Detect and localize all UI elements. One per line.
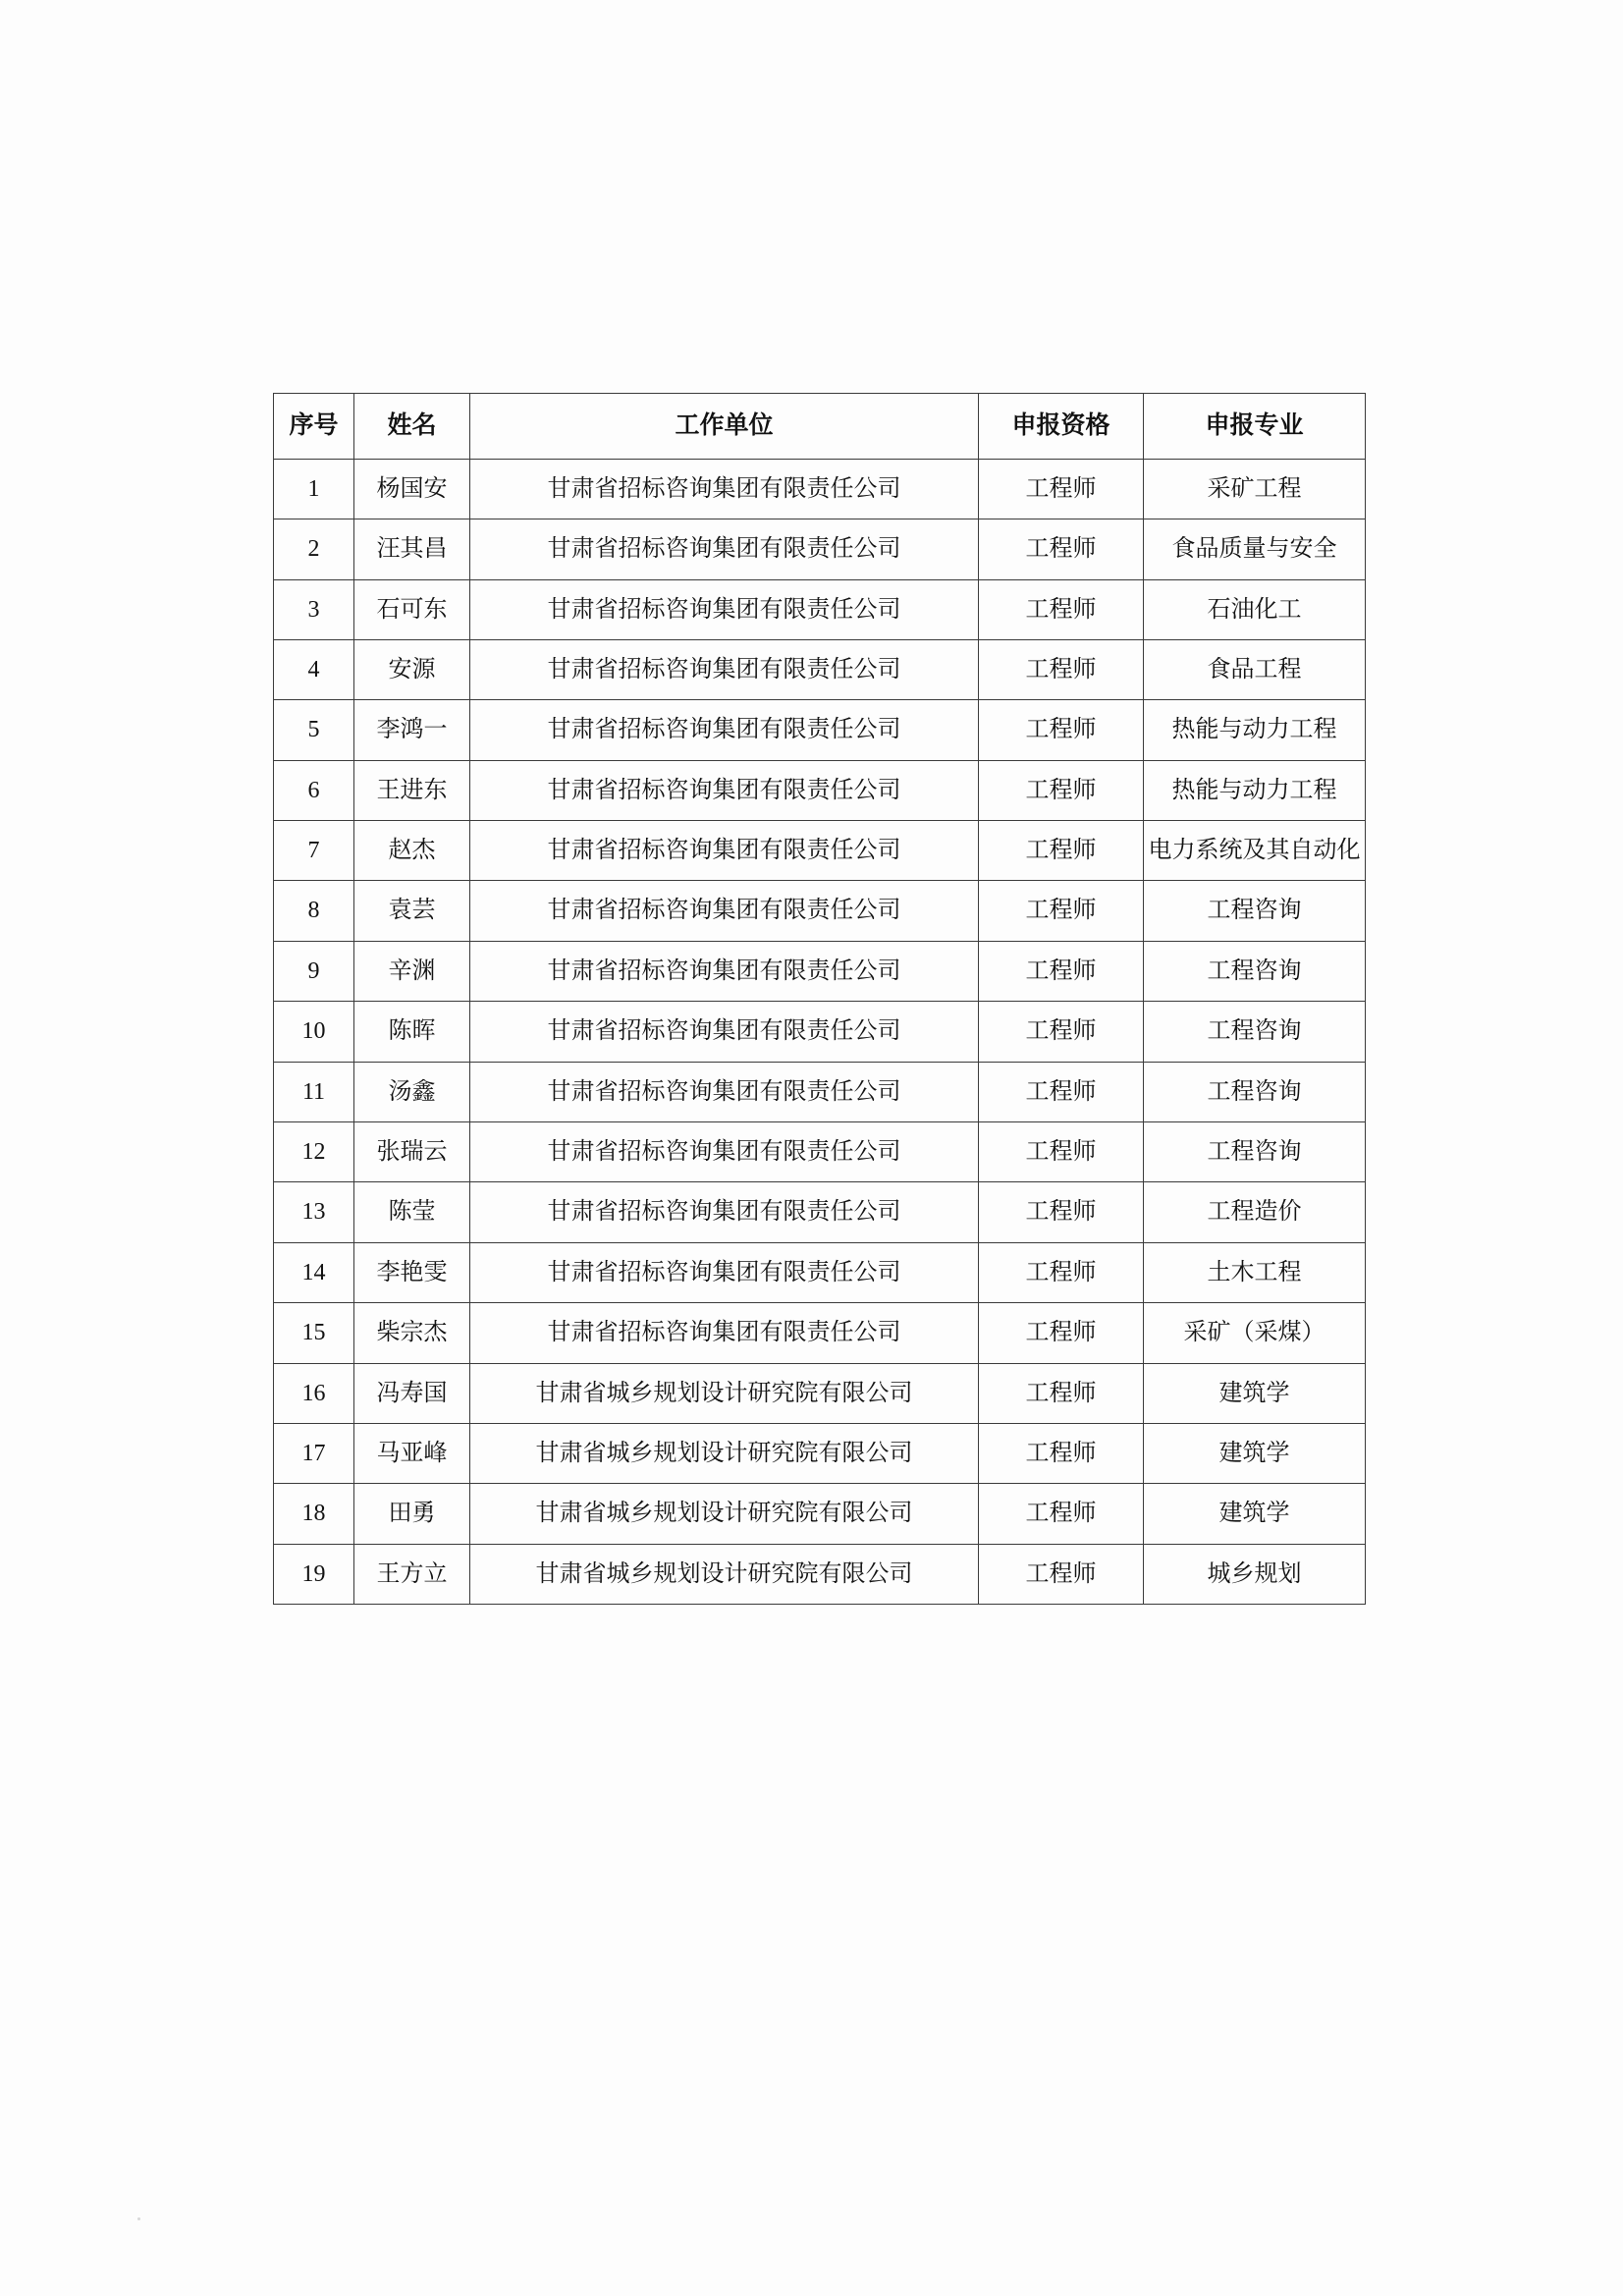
table-row <box>274 1544 1366 1604</box>
cell-unit: 甘肃省招标咨询集团有限责任公司 <box>470 941 979 1001</box>
cell-name: 陈莹 <box>354 1182 470 1242</box>
cell-index: 7 <box>274 821 354 881</box>
table-row <box>274 1424 1366 1484</box>
table-row <box>274 1363 1366 1423</box>
cell-qualification: 工程师 <box>979 881 1144 941</box>
cell-name: 李艳雯 <box>354 1242 470 1302</box>
table-row <box>274 1303 1366 1363</box>
cell-unit: 甘肃省招标咨询集团有限责任公司 <box>470 1122 979 1182</box>
cell-name: 王方立 <box>354 1544 470 1604</box>
cell-unit: 甘肃省招标咨询集团有限责任公司 <box>470 639 979 699</box>
cell-qualification: 工程师 <box>979 700 1144 760</box>
cell-name: 汤鑫 <box>354 1062 470 1121</box>
cell-name: 张瑞云 <box>354 1122 470 1182</box>
column-header-major: 申报专业 <box>1144 394 1366 460</box>
cell-unit: 甘肃省招标咨询集团有限责任公司 <box>470 700 979 760</box>
table-row <box>274 1062 1366 1121</box>
cell-index: 10 <box>274 1002 354 1062</box>
table-row <box>274 941 1366 1001</box>
column-header-name: 姓名 <box>354 394 470 460</box>
applicant-table <box>273 393 1366 1605</box>
cell-qualification: 工程师 <box>979 1062 1144 1121</box>
cell-index: 3 <box>274 579 354 639</box>
cell-index: 2 <box>274 519 354 579</box>
table-row <box>274 700 1366 760</box>
cell-index: 12 <box>274 1122 354 1182</box>
cell-unit: 甘肃省招标咨询集团有限责任公司 <box>470 459 979 519</box>
cell-index: 1 <box>274 459 354 519</box>
cell-major: 建筑学 <box>1144 1363 1366 1423</box>
table-row <box>274 1182 1366 1242</box>
cell-major: 工程咨询 <box>1144 941 1366 1001</box>
cell-index: 19 <box>274 1544 354 1604</box>
cell-index: 8 <box>274 881 354 941</box>
cell-index: 6 <box>274 760 354 820</box>
column-header-unit: 工作单位 <box>470 394 979 460</box>
cell-qualification: 工程师 <box>979 639 1144 699</box>
cell-qualification: 工程师 <box>979 1424 1144 1484</box>
cell-index: 17 <box>274 1424 354 1484</box>
table-body <box>274 459 1366 1604</box>
cell-qualification: 工程师 <box>979 941 1144 1001</box>
cell-major: 采矿工程 <box>1144 459 1366 519</box>
cell-name: 冯寿国 <box>354 1363 470 1423</box>
cell-qualification: 工程师 <box>979 1182 1144 1242</box>
cell-unit: 甘肃省招标咨询集团有限责任公司 <box>470 579 979 639</box>
cell-qualification: 工程师 <box>979 1002 1144 1062</box>
applicant-table-container <box>273 393 1365 1605</box>
cell-index: 5 <box>274 700 354 760</box>
cell-qualification: 工程师 <box>979 1122 1144 1182</box>
cell-name: 杨国安 <box>354 459 470 519</box>
cell-name: 陈晖 <box>354 1002 470 1062</box>
cell-name: 田勇 <box>354 1484 470 1544</box>
cell-unit: 甘肃省城乡规划设计研究院有限公司 <box>470 1484 979 1544</box>
cell-name: 王进东 <box>354 760 470 820</box>
cell-major: 工程咨询 <box>1144 1122 1366 1182</box>
cell-name: 李鸿一 <box>354 700 470 760</box>
table-row <box>274 1242 1366 1302</box>
cell-name: 安源 <box>354 639 470 699</box>
cell-unit: 甘肃省招标咨询集团有限责任公司 <box>470 1062 979 1121</box>
cell-name: 辛渊 <box>354 941 470 1001</box>
table-row <box>274 760 1366 820</box>
table-row <box>274 639 1366 699</box>
cell-major: 电力系统及其自动化 <box>1144 821 1366 881</box>
table-row <box>274 1002 1366 1062</box>
cell-major: 食品工程 <box>1144 639 1366 699</box>
table-row <box>274 519 1366 579</box>
cell-major: 建筑学 <box>1144 1424 1366 1484</box>
cell-index: 4 <box>274 639 354 699</box>
scan-speck <box>137 2217 140 2220</box>
cell-qualification: 工程师 <box>979 1484 1144 1544</box>
cell-name: 袁芸 <box>354 881 470 941</box>
cell-major: 土木工程 <box>1144 1242 1366 1302</box>
cell-qualification: 工程师 <box>979 1242 1144 1302</box>
column-header-index: 序号 <box>274 394 354 460</box>
cell-index: 14 <box>274 1242 354 1302</box>
cell-qualification: 工程师 <box>979 579 1144 639</box>
cell-unit: 甘肃省招标咨询集团有限责任公司 <box>470 519 979 579</box>
cell-unit: 甘肃省城乡规划设计研究院有限公司 <box>470 1424 979 1484</box>
cell-qualification: 工程师 <box>979 760 1144 820</box>
cell-unit: 甘肃省招标咨询集团有限责任公司 <box>470 760 979 820</box>
cell-unit: 甘肃省城乡规划设计研究院有限公司 <box>470 1544 979 1604</box>
cell-unit: 甘肃省招标咨询集团有限责任公司 <box>470 1303 979 1363</box>
cell-major: 工程咨询 <box>1144 881 1366 941</box>
cell-major: 热能与动力工程 <box>1144 760 1366 820</box>
cell-name: 赵杰 <box>354 821 470 881</box>
cell-name: 石可东 <box>354 579 470 639</box>
cell-index: 11 <box>274 1062 354 1121</box>
cell-unit: 甘肃省招标咨询集团有限责任公司 <box>470 1182 979 1242</box>
cell-qualification: 工程师 <box>979 459 1144 519</box>
cell-qualification: 工程师 <box>979 821 1144 881</box>
cell-major: 工程咨询 <box>1144 1002 1366 1062</box>
table-row <box>274 459 1366 519</box>
table-row <box>274 579 1366 639</box>
cell-qualification: 工程师 <box>979 1303 1144 1363</box>
cell-name: 汪其昌 <box>354 519 470 579</box>
cell-qualification: 工程师 <box>979 1363 1144 1423</box>
table-row <box>274 881 1366 941</box>
table-row <box>274 1484 1366 1544</box>
cell-qualification: 工程师 <box>979 1544 1144 1604</box>
cell-major: 工程造价 <box>1144 1182 1366 1242</box>
cell-name: 柴宗杰 <box>354 1303 470 1363</box>
table-row <box>274 1122 1366 1182</box>
cell-major: 城乡规划 <box>1144 1544 1366 1604</box>
cell-unit: 甘肃省招标咨询集团有限责任公司 <box>470 1242 979 1302</box>
cell-name: 马亚峰 <box>354 1424 470 1484</box>
cell-major: 采矿（采煤） <box>1144 1303 1366 1363</box>
cell-unit: 甘肃省城乡规划设计研究院有限公司 <box>470 1363 979 1423</box>
cell-unit: 甘肃省招标咨询集团有限责任公司 <box>470 821 979 881</box>
cell-index: 15 <box>274 1303 354 1363</box>
cell-major: 石油化工 <box>1144 579 1366 639</box>
cell-major: 工程咨询 <box>1144 1062 1366 1121</box>
cell-index: 16 <box>274 1363 354 1423</box>
table-row <box>274 821 1366 881</box>
cell-unit: 甘肃省招标咨询集团有限责任公司 <box>470 1002 979 1062</box>
cell-index: 9 <box>274 941 354 1001</box>
cell-unit: 甘肃省招标咨询集团有限责任公司 <box>470 881 979 941</box>
cell-major: 热能与动力工程 <box>1144 700 1366 760</box>
cell-major: 建筑学 <box>1144 1484 1366 1544</box>
table-header-row <box>274 394 1366 460</box>
column-header-qualification: 申报资格 <box>979 394 1144 460</box>
cell-index: 18 <box>274 1484 354 1544</box>
cell-index: 13 <box>274 1182 354 1242</box>
cell-qualification: 工程师 <box>979 519 1144 579</box>
cell-major: 食品质量与安全 <box>1144 519 1366 579</box>
